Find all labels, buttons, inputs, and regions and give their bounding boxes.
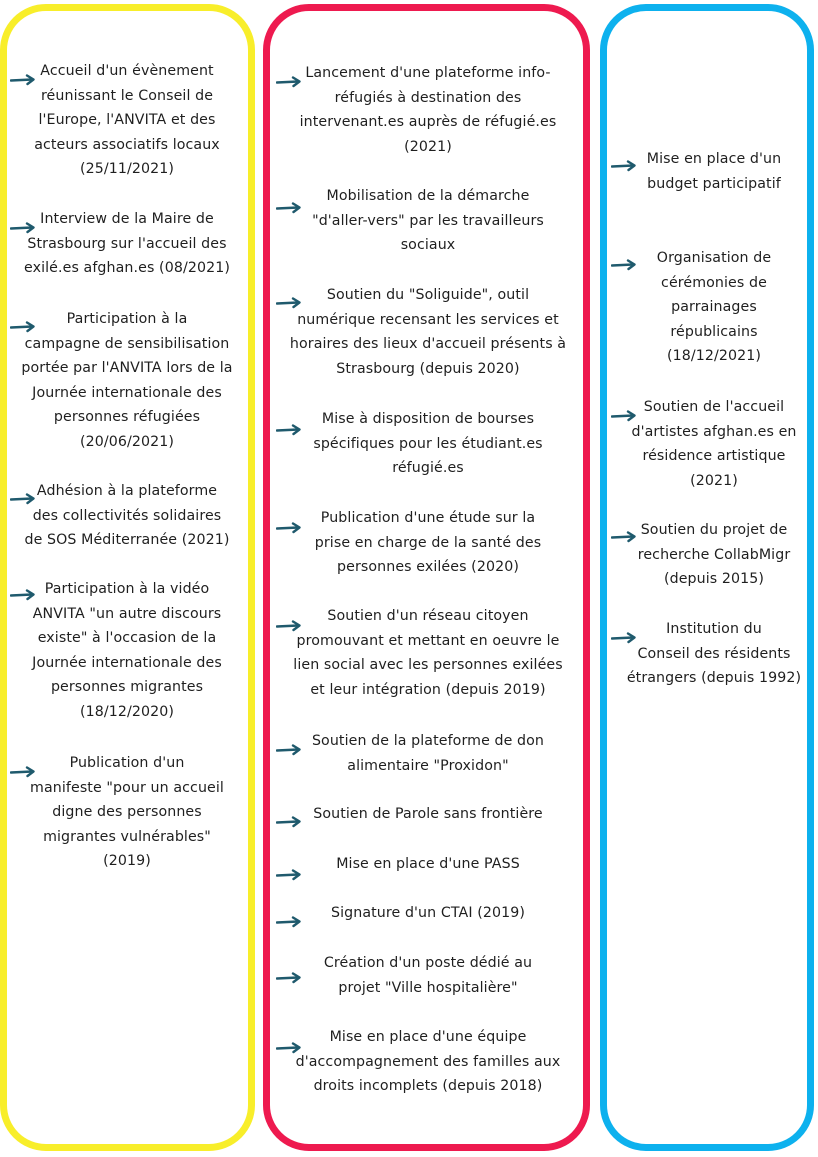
red-column-item: Soutien de la plateforme de don alimentaire "Proxidon" xyxy=(311,733,545,774)
yellow-column-item: Adhésion à la plateforme des collectivités solidaires de SOS Méditerranée (2021) xyxy=(24,483,230,549)
red-column-item: Mise à disposition de bourses spécifiques pour les étudiant.es réfugié.es xyxy=(313,411,543,477)
blue-column-item: Institution du Conseil des résidents étrangers (depuis 1992) xyxy=(626,621,802,687)
blue-column-item: Soutien du projet de recherche CollabMigr (depuis 2015) xyxy=(637,522,791,588)
blue-column-item: Organisation de cérémonies de parrainages républicains (18/12/2021) xyxy=(656,250,772,365)
red-column-item: Publication d'une étude sur la prise en charge de la santé des personnes exilées (2020) xyxy=(314,510,542,576)
yellow-column-item: Participation à la campagne de sensibilisation portée par l'ANVITA lors de la Journée internationale des personnes réfugiées (20/06/2021) xyxy=(21,311,233,450)
red-column-item: Soutien du "Soliguide", outil numérique recensant les services et horaires des lieux d'accueil présents à Strasbourg (depuis 2020) xyxy=(289,287,567,377)
yellow-column-item: Interview de la Maire de Strasbourg sur l'accueil des exilé.es afghan.es (08/2021) xyxy=(24,211,230,277)
blue-column-item: Soutien de l'accueil d'artistes afghan.es en résidence artistique (2021) xyxy=(631,399,797,489)
blue-column-item: Mise en place d'un budget participatif xyxy=(646,151,782,192)
red-column-item: Signature d'un CTAI (2019) xyxy=(331,905,525,921)
yellow-column-item: Publication d'un manifeste "pour un accueil digne des personnes migrantes vulnérables" (2019) xyxy=(30,755,224,870)
red-column-item: Mise en place d'une équipe d'accompagnement des familles aux droits incomplets (depuis 2018) xyxy=(295,1029,561,1095)
red-column-item: Création d'un poste dédié au projet "Ville hospitalière" xyxy=(323,955,533,996)
red-column-item: Mise en place d'une PASS xyxy=(336,856,520,872)
red-column-item: Soutien d'un réseau citoyen promouvant et mettant en oeuvre le lien social avec les personnes exilées et leur intégration (depuis 2019) xyxy=(293,608,563,698)
yellow-column-item: Accueil d'un évènement réunissant le Conseil de l'Europe, l'ANVITA et des acteurs associatifs locaux (25/11/2021) xyxy=(34,63,220,178)
yellow-column-item: Participation à la vidéo ANVITA "un autre discours existe" à l'occasion de la Journée internationale des personnes migrantes (18/12/2020) xyxy=(32,581,222,720)
red-column-item: Mobilisation de la démarche "d'aller-vers" par les travailleurs sociaux xyxy=(312,188,544,254)
red-column-item: Lancement d'une plateforme info- réfugiés à destination des intervenant.es auprès de réfugié.es (2021) xyxy=(299,65,557,155)
red-column-item: Soutien de Parole sans frontière xyxy=(313,806,543,822)
